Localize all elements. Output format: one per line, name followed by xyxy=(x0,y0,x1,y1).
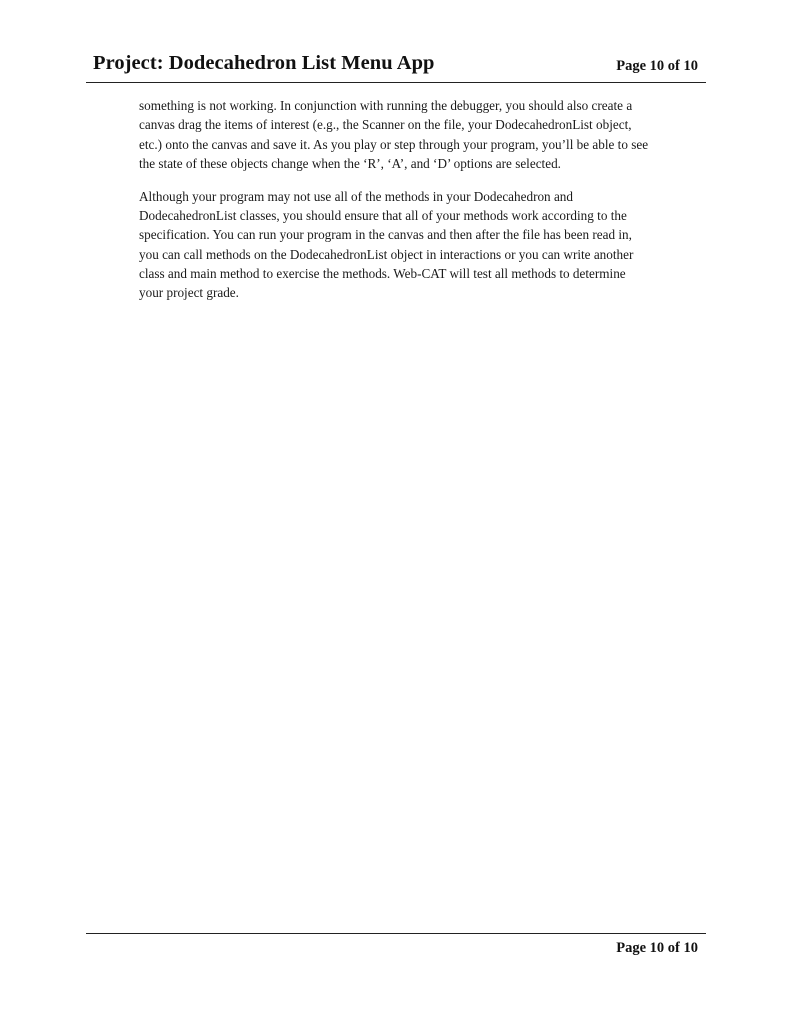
document-body xyxy=(139,96,701,303)
text-line: specification. You can run your program in the canvas and then after the file has been read in, xyxy=(139,227,632,243)
page-header xyxy=(86,52,706,82)
text-line: DodecahedronList classes, you should ensure that all of your methods work according to the xyxy=(139,208,627,224)
footer-page-number: Page 10 of 10 xyxy=(616,940,698,956)
footer-divider xyxy=(86,933,706,934)
text-line: the state of these objects change when the ‘R’, ‘A’, and ‘D’ options are selected. xyxy=(139,155,561,171)
text-line: you can call methods on the DodecahedronList object in interactions or you can write another xyxy=(139,246,634,262)
text-line: something is not working. In conjunction with running the debugger, you should also create a xyxy=(139,98,633,113)
paragraph-debugger-canvas xyxy=(139,96,701,173)
header-divider xyxy=(86,82,706,83)
text-line: class and main method to exercise the methods. Web-CAT will test all methods to determine xyxy=(139,265,626,281)
text-line: canvas drag the items of interest (e.g., the Scanner on the file, your DodecahedronList object, xyxy=(139,117,632,133)
header-page-number: Page 10 of 10 xyxy=(616,58,698,74)
page-title: Project: Dodecahedron List Menu App xyxy=(93,52,435,74)
text-line: your project grade. xyxy=(139,285,239,301)
text-line: etc.) onto the canvas and save it. As you play or step through your program, you’ll be able to see xyxy=(139,136,649,152)
paragraph-method-testing xyxy=(139,187,701,303)
text-line: Although your program may not use all of the methods in your Dodecahedron and xyxy=(139,188,573,204)
paragraph-spacer xyxy=(139,173,701,187)
